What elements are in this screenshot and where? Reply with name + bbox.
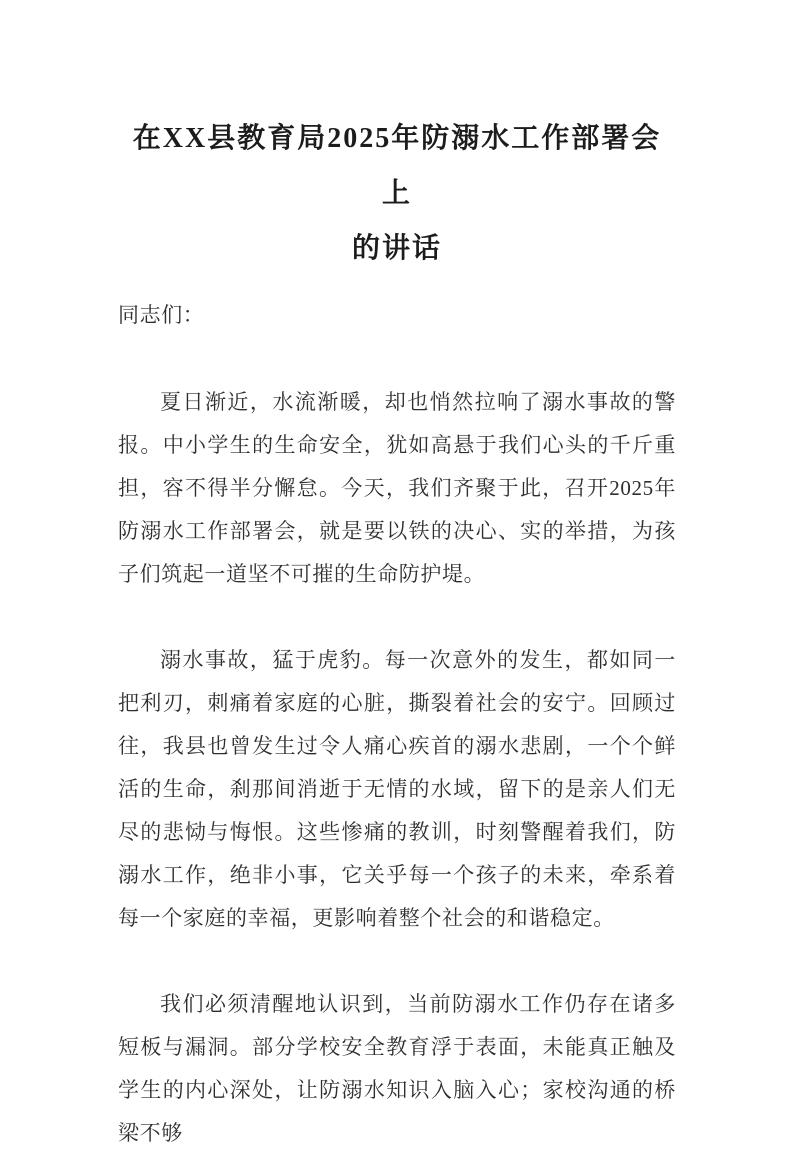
paragraph-3-truncated: 我们必须清醒地认识到，当前防溺水工作仍存在诸多短板与漏洞。部分学校安全教育浮于表面，未能真正触及学生的内心深处，让防溺水知识入脑入心；家校沟通的桥梁不够: [118, 992, 676, 1145]
document-title: [118, 111, 676, 276]
paragraph-2: 溺水事故，猛于虎豹。每一次意外的发生，都如同一把利刃，刺痛着家庭的心脏，撕裂着社会的安宁。回顾过往，我县也曾发生过令人痛心疾首的溺水悲剧，一个个鲜活的生命，刹那间消逝于无情的水域，留下的是亲人们无尽的悲恸与悔恨。这些惨痛的教训，时刻警醒着我们，防溺水工作，绝非小事，它关乎每一个孩子的未来，牵系着每一个家庭的幸福，更影响着整个社会的和谐稳定。: [118, 648, 676, 930]
document-title-line-1: 在XX县教育局2025年防溺水工作部署会上: [132, 123, 662, 209]
salutation: 同志们：: [118, 303, 205, 327]
paragraph-1: 夏日渐近，水流渐暖，却也悄然拉响了溺水事故的警报。中小学生的生命安全，犹如高悬于我们心头的千斤重担，容不得半分懈怠。今天，我们齐聚于此，召开2025年防溺水工作部署会，就是要以铁的决心、实的举措，为孩子们筑起一道坚不可摧的生命防护堤。: [118, 390, 676, 586]
document-title-line-2: 的讲话: [351, 233, 442, 264]
